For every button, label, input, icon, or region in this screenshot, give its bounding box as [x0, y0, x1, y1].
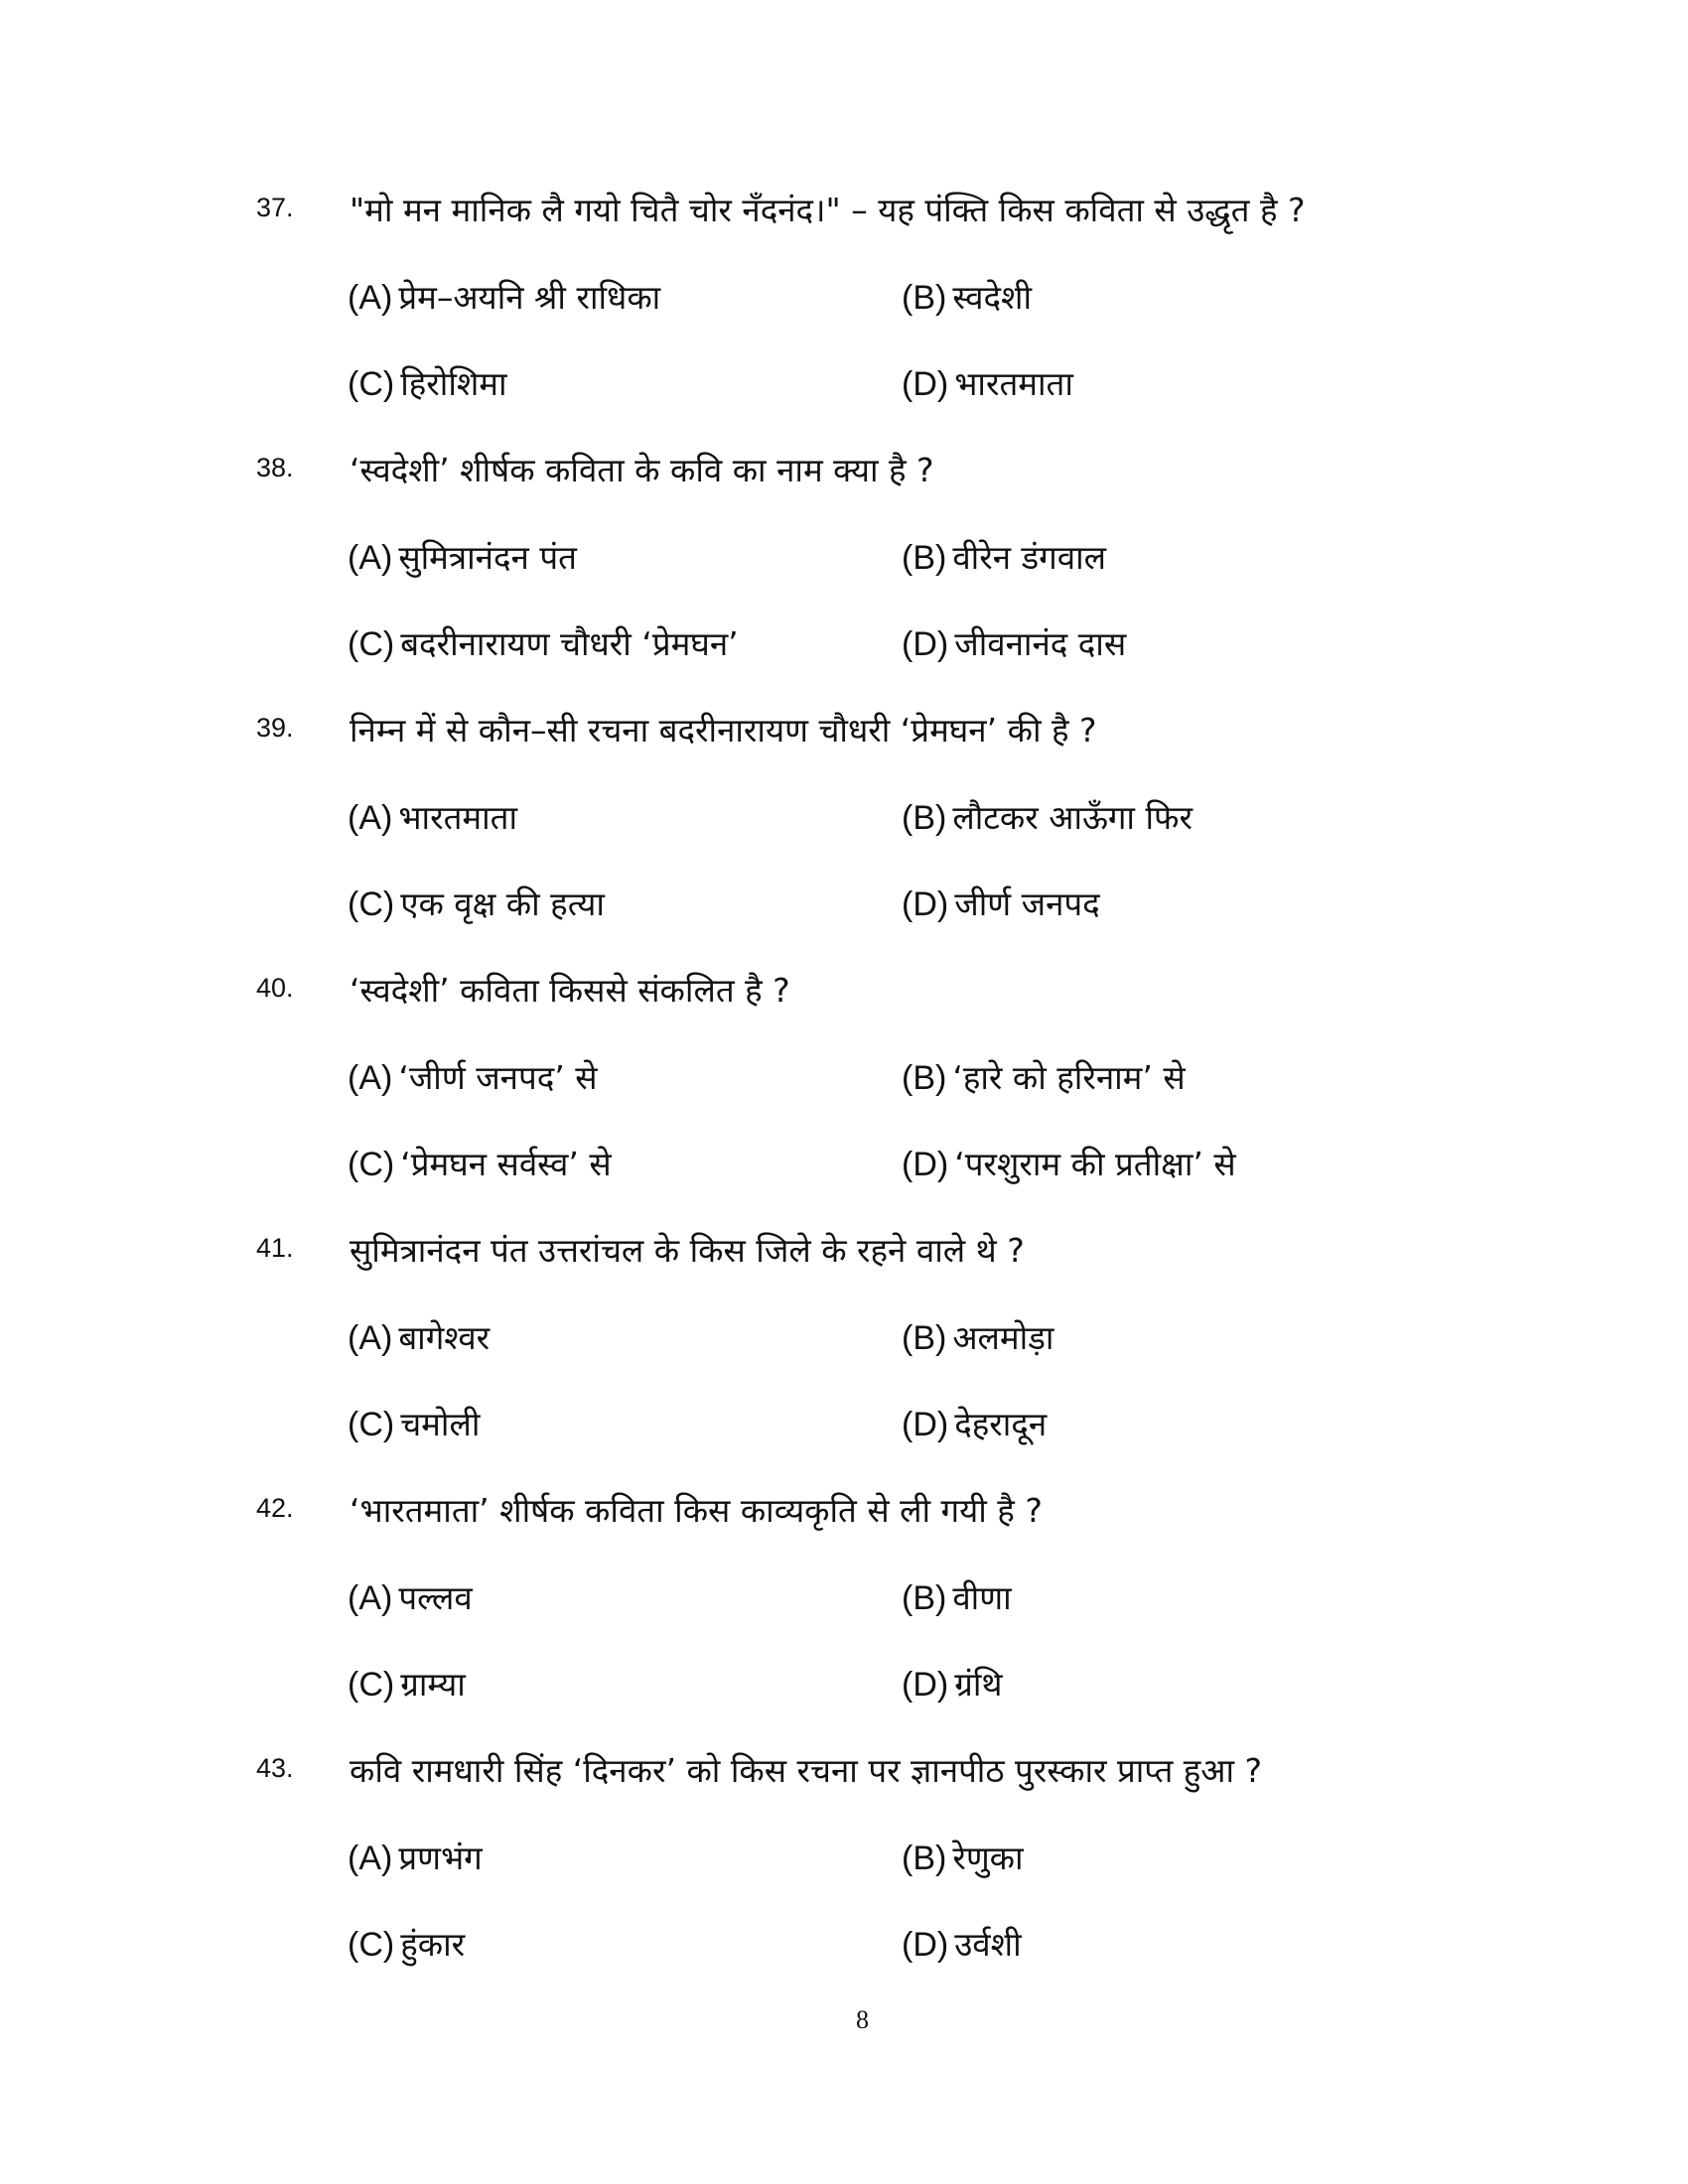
option-text: बदरीनारायण चौधरी ‘प्रेमघन’: [400, 624, 739, 663]
option-text: उर्वशी: [954, 1925, 1022, 1964]
option-label: (D): [902, 1146, 949, 1183]
answer-option: [348, 1314, 490, 1359]
option-label: (C): [348, 625, 395, 663]
option-label: (A): [348, 1318, 393, 1357]
answer-option: [348, 1835, 483, 1879]
answer-option: [348, 794, 517, 839]
question-text: "मो मन मानिक लै गयो चितै चोर नँदनंद।" – यह पंक्ति किस कविता से उद्धृत है ?: [350, 191, 1306, 229]
option-label: (D): [902, 1406, 949, 1443]
option-label: (B): [902, 798, 947, 837]
answer-option: [902, 1314, 1054, 1359]
answer-option: [348, 881, 605, 925]
option-text: भारतमाता: [398, 797, 518, 837]
option-label: (D): [902, 886, 949, 923]
option-label: (A): [348, 1578, 393, 1617]
question-number: 43.: [256, 1753, 294, 1783]
answer-option: [902, 1401, 1047, 1445]
question-text: सुमित्रानंदन पंत उत्तरांचल के किस जिले के रहने वाले थे ?: [350, 1231, 1025, 1270]
option-label: (B): [902, 1839, 947, 1877]
option-text: चमोली: [400, 1405, 481, 1443]
option-text: वीरेन डंगवाल: [952, 537, 1107, 577]
answer-option: [902, 534, 1106, 579]
answer-option: [348, 534, 577, 579]
answer-option: [902, 1141, 1236, 1185]
question-number: 38.: [256, 453, 294, 482]
question-text: ‘स्वदेशी’ कविता किससे संकलित है ?: [350, 971, 790, 1010]
option-text: भारतमाता: [954, 364, 1073, 403]
answer-option: [348, 1401, 480, 1445]
answer-option: [348, 1661, 466, 1706]
option-text: स्वदेशी: [952, 277, 1033, 317]
answer-option: [902, 274, 1032, 319]
answer-option: [348, 274, 660, 319]
option-label: (A): [348, 278, 393, 317]
option-text: बागेश्वर: [398, 1317, 491, 1357]
option-text: प्रेम–अयनि श्री राधिका: [398, 277, 661, 317]
option-text: हुंकार: [400, 1925, 466, 1964]
option-text: ग्राम्या: [400, 1665, 466, 1704]
option-text: ‘हारे को हरिनाम’ से: [952, 1057, 1186, 1097]
option-text: हिरोशिमा: [400, 364, 507, 403]
option-text: जीर्ण जनपद: [954, 885, 1100, 923]
option-label: (B): [902, 1318, 947, 1357]
answer-option: [348, 1141, 612, 1185]
answer-option: [348, 360, 507, 405]
option-label: (C): [348, 1666, 395, 1704]
question-text: निम्न में से कौन–सी रचना बदरीनारायण चौधरी ‘प्रेमघन’ की है ?: [350, 711, 1097, 750]
option-label: (A): [348, 538, 393, 577]
option-text: एक वृक्ष की हत्या: [400, 885, 605, 923]
question-number: 42.: [256, 1493, 294, 1523]
option-label: (B): [902, 1058, 947, 1097]
answer-option: [348, 1921, 465, 1966]
answer-option: [902, 360, 1073, 405]
option-label: (D): [902, 365, 949, 403]
option-label: (A): [348, 1839, 393, 1877]
option-label: (C): [348, 1926, 395, 1964]
option-label: (C): [348, 365, 395, 403]
answer-option: [902, 620, 1126, 665]
option-label: (B): [902, 538, 947, 577]
answer-option: [902, 1661, 1002, 1706]
option-text: लौटकर आऊँगा फिर: [952, 797, 1193, 837]
option-text: प्रणभंग: [398, 1838, 483, 1877]
option-label: (B): [902, 1578, 947, 1617]
question-text: ‘भारतमाता’ शीर्षक कविता किस काव्यकृति से ली गयी है ?: [350, 1491, 1043, 1530]
option-text: अलमोड़ा: [952, 1317, 1055, 1357]
answer-option: [902, 881, 1100, 925]
option-label: (C): [348, 1406, 395, 1443]
option-text: रेणुका: [952, 1838, 1024, 1877]
answer-option: [902, 1921, 1022, 1966]
question-number: 41.: [256, 1233, 294, 1263]
option-text: देहरादून: [954, 1405, 1048, 1443]
option-text: पल्लव: [398, 1577, 473, 1617]
question-number: 40.: [256, 973, 294, 1003]
option-label: (D): [902, 1926, 949, 1964]
answer-option: [902, 1054, 1186, 1099]
option-text: ‘परशुराम की प्रतीक्षा’ से: [954, 1145, 1236, 1183]
option-text: जीवनानंद दास: [954, 624, 1127, 663]
option-label: (B): [902, 278, 947, 317]
option-label: (D): [902, 625, 949, 663]
question-text: कवि रामधारी सिंह ‘दिनकर’ को किस रचना पर ज्ञानपीठ पुरस्कार प्राप्त हुआ ?: [350, 1751, 1263, 1790]
option-text: सुमित्रानंदन पंत: [398, 537, 577, 577]
option-label: (C): [348, 1146, 395, 1183]
option-text: ग्रंथि: [954, 1665, 1003, 1704]
option-text: ‘प्रेमघन सर्वस्व’ से: [400, 1145, 612, 1183]
page-number: 8: [856, 2005, 869, 2034]
option-label: (D): [902, 1666, 949, 1704]
option-text: वीणा: [952, 1577, 1012, 1617]
question-number: 39.: [256, 713, 294, 743]
option-text: ‘जीर्ण जनपद’ से: [398, 1057, 598, 1097]
question-number: 37.: [256, 193, 294, 222]
option-label: (C): [348, 886, 395, 923]
answer-option: [348, 1054, 598, 1099]
answer-option: [348, 620, 739, 665]
option-label: (A): [348, 798, 393, 837]
answer-option: [902, 1574, 1012, 1619]
answer-option: [902, 794, 1193, 839]
answer-option: [348, 1574, 473, 1619]
answer-option: [902, 1835, 1024, 1879]
question-text: ‘स्वदेशी’ शीर्षक कविता के कवि का नाम क्या है ?: [350, 451, 934, 489]
option-label: (A): [348, 1058, 393, 1097]
